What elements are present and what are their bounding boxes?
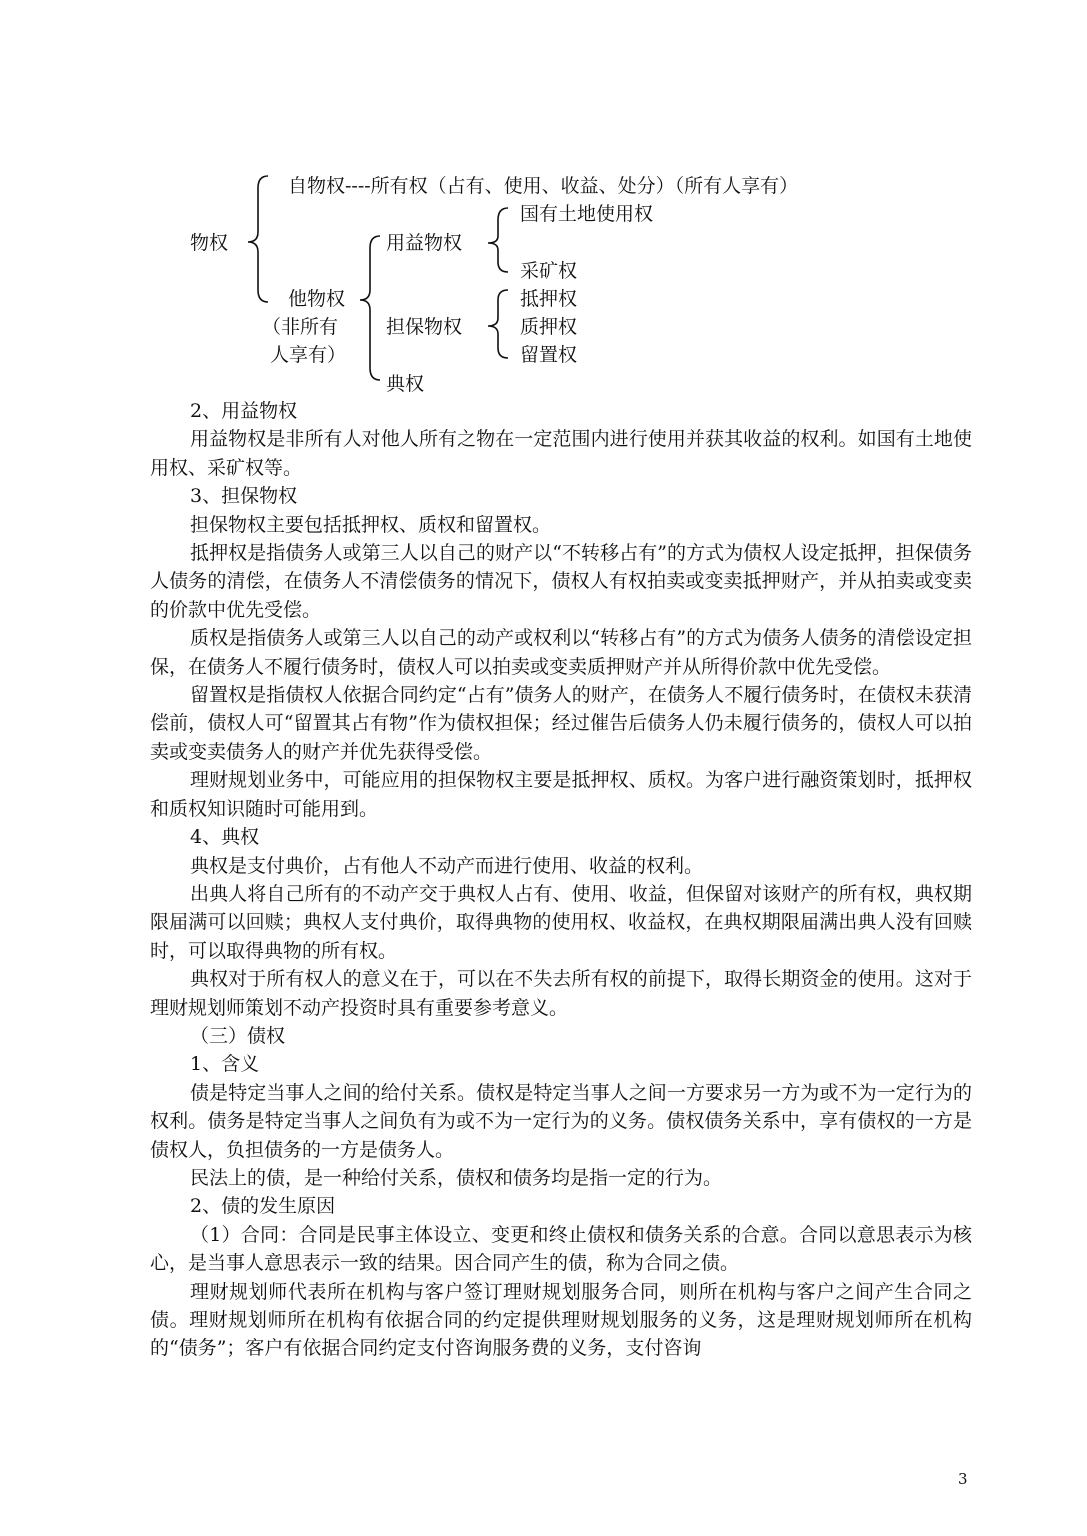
security-item-lien: 留置权 (520, 344, 578, 366)
paragraph: 典权是支付典价，占有他人不动产而进行使用、收益的权利。 (190, 854, 704, 877)
paragraph: 用益物权是非所有人对他人所有之物在一定范围内进行使用并获其收益的权利。如国有土地使用权、采矿权等。 (150, 428, 972, 479)
dian-label: 典权 (386, 373, 425, 395)
security-item-mortgage: 抵押权 (520, 288, 578, 310)
root-label: 物权 (190, 232, 229, 254)
security-item-pledge: 质押权 (520, 316, 578, 338)
paragraph: 理财规划师代表所在机构与客户签订理财规划服务合同，则所在机构与客户之间产生合同之债。理财规划师所在机构有依据合同的约定提供理财规划服务的义务，这是理财规划师所在机构的“债务”；客户有依据合同约定支付咨询服务费的义务，支付咨询 (150, 1280, 972, 1360)
usufruct-label: 用益物权 (386, 232, 463, 254)
paragraph: 质权是指债务人或第三人以自己的动产或权利以“转移占有”的方式为债务人债务的清偿设定担保，在债务人不履行债务时，债权人可以拍卖或变卖质押财产并从所得价款中优先受偿。 (150, 627, 972, 678)
paragraph: 抵押权是指债务人或第三人以自己的财产以“不转移占有”的方式为债权人设定抵押，担保债务人债务的清偿，在债务人不清偿债务的情况下，债权人有权拍卖或变卖抵押财产，并从拍卖或变卖的价款中优先受偿。 (150, 542, 972, 621)
heading-security: 3、担保物权 (190, 485, 298, 508)
paragraph: 出典人将自己所有的不动产交于典权人占有、使用、收益，但保留对该财产的所有权，典权期限届满可以回赎；典权人支付典价，取得典物的使用权、收益权，在典权期限届满出典人没有回赎时，可以取得典物的所有权。 (150, 882, 972, 962)
heading-causes: 2、债的发生原因 (190, 1195, 336, 1218)
other-right-note-1: （非所有 (262, 316, 339, 338)
body-text (150, 397, 972, 1363)
paragraph: 典权对于所有权人的意义在于，可以在不失去所有权的前提下，取得长期资金的使用。这对于理财规划师策划不动产投资时具有重要参考意义。 (150, 968, 972, 1019)
heading-claims: （三）债权 (190, 1024, 286, 1047)
usufruct-brace (488, 208, 508, 272)
page-number: 3 (958, 1470, 968, 1488)
paragraph: （1）合同：合同是民事主体设立、变更和终止债权和债务关系的合意。合同以意思表示为核心，是当事人意思表示一致的结果。因合同产生的债，称为合同之债。 (150, 1223, 972, 1275)
heading-usufruct: 2、用益物权 (190, 400, 298, 422)
paragraph: 理财规划业务中，可能应用的担保物权主要是抵押权、质权。为客户进行融资策划时，抵押权和质权知识随时可能用到。 (150, 769, 972, 820)
other-brace (360, 236, 380, 380)
heading-meaning: 1、含义 (190, 1053, 260, 1076)
main-brace (248, 176, 268, 302)
property-rights-diagram (0, 0, 1087, 410)
security-label: 担保物权 (386, 316, 463, 338)
usufruct-item-land: 国有土地使用权 (520, 203, 654, 225)
own-right-label: 自物权----所有权（占有、使用、收益、处分）（所有人享有） (288, 175, 799, 197)
security-brace (488, 290, 508, 358)
other-right-label: 他物权 (288, 288, 346, 310)
heading-dian: 4、典权 (190, 826, 260, 849)
paragraph: 留置权是指债权人依据合同约定“占有”债务人的财产，在债务人不履行债务时，在债权未获清偿前，债权人可“留置其占有物”作为债权担保；经过催告后债务人仍未履行债务的，债权人可以拍卖或变卖债务人的财产并优先获得受偿。 (150, 684, 972, 763)
paragraph: 债是特定当事人之间的给付关系。债权是特定当事人之间一方要求另一方为或不为一定行为的权利。债务是特定当事人之间负有为或不为一定行为的义务。债权债务关系中，享有债权的一方是债权人，负担债务的一方是债务人。 (150, 1081, 972, 1161)
paragraph: 担保物权主要包括抵押权、质权和留置权。 (190, 513, 552, 536)
paragraph: 民法上的债，是一种给付关系，债权和债务均是指一定的行为。 (190, 1166, 723, 1189)
usufruct-item-mining: 采矿权 (520, 260, 578, 282)
other-right-note-2: 人享有） (270, 344, 347, 366)
